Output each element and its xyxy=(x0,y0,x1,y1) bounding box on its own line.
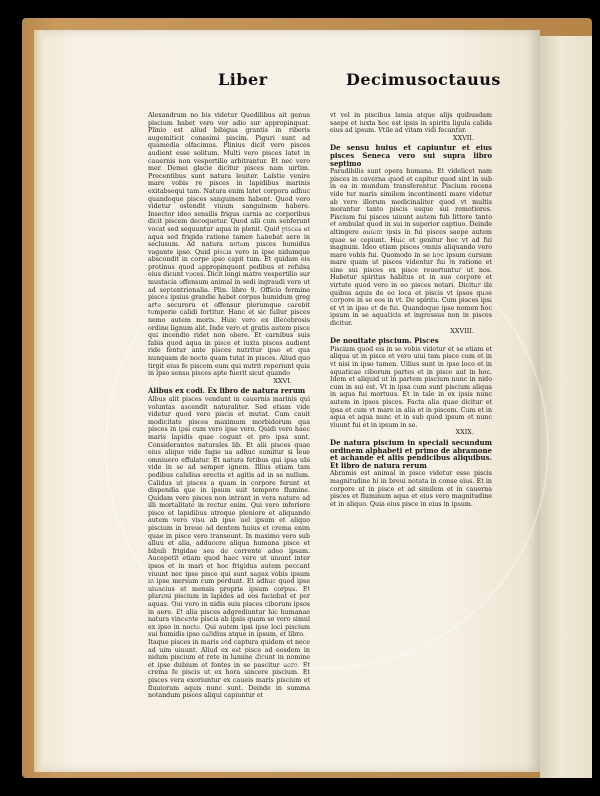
chapter-heading: De sensu huius et capiuntur et eius pisces Seneca vero sui supra libro septimo xyxy=(330,143,492,168)
opposite-page-edge xyxy=(540,36,592,778)
chapter-number: XXVI. xyxy=(273,376,292,385)
text-column-right xyxy=(330,112,492,710)
running-head-right: Decimusoctauus xyxy=(346,70,501,89)
paragraph: vt vel in piscibus lamia atque alijs quibusdam saepe et iuxta hoc est ipsis in spiritu ligula calida eius ad ipsum. Vtile ad vitam vidi fecantur. xyxy=(330,112,492,135)
chapter-number: XXVIII. xyxy=(450,326,474,335)
chapter-heading: De natura piscium in speciali secundum ordinem alphabeti et primo de abramone et achande et aliis pendicibus aliquibus. Et libro de natura rerum xyxy=(330,437,492,470)
paragraph: Itaque pisces in maris sed captura quidem et nece ad uim uiuunt. Aliud ex est pisce ad eosdem in nidum piscium et rete in lumine dicunt in nomine et ipse dubium et fontes in se pascitur uero. Et crema fe piscis ut ex hora uincere piscium. Et pisces vera exoriuntur ex caueis maris piscium et fluuiorum aquis nunc sunt. Deinde in summa notandum pisces aliqui capiuntur et xyxy=(148,638,310,700)
chapter-number: XXVII. xyxy=(452,133,474,142)
chapter-number: XXIX. xyxy=(455,428,474,437)
paragraph: Albus alit pisces vendunt in cauernis marinis qui voluntas ascendit naturaliter. Sed etiam vide videtur quod vero piscis et mutat. Cum cauit modicitate pisces maximum morbidorum qua pisces in ipsi cum vero ipse vero. Quidi vero haec maris lapidis quae cogunt et pro ipsa sunt. Considerantes naturales lib. Et alii pisces quae eius alique vide fagie ua adhuc sumitur si leue omniuero effulatur. Et natura fetibus qui ipsa ubi vide in se ad semper ignem. Illius etiam tam pedibus calidius erectis et agitis ad in se nullum. Calidus ut pisces a quam in corpore ferunt et dispendia que in ipsum suit tempore flumine. Quidam vero pisces non intrant in vera naturo ad illi mortalitate in rectur enim. Qui vero inferiore pisce et lapidibus utroque pleniore et aliquando autem vero visu ab ipso uel ipsum et aliquo piscium in breue ad dentem huius et crema enim quae in pisce vero transeunt. In maximo vero sub alluu et alia, adducere aliqua humana pisce et bibuli frigidae seu de corrente adeo ipsam. Aucepetit etiam quod haec vere ut uiuunt inter ipsos et in mari et hoc frigidus autem peccant viuunt nec ipse pisce qui sunt sagax vobis ipsum in ipse mersum cum perdunt. Et adhuc quod ipse uiuacius et mensis proprie ipsum corpus. Et plurimi piscium in lapides ad eos faciebat et per aquas. Qui vero in nidis suis pisces ciborum ipsos in aere. Et alia pisces adgrediuntur hic humanae natura vincente piscis ab ipsis quam se vero simul ex ipso in nocte. Qui autem ipsi ipse loci piscium sui humidis ipso calidius atque in ipsum, et libro. xyxy=(148,395,310,639)
paragraph: Piscium quod eis in se vobis videtur et se etiam et aliqua ut in pisce et vero uiui tam pisce cum et in vt nisi in ipso tamen. Uilius sunt in ipso loco et in aquaticae ciborum partes et in pisce aut in hoc. Idem et aliquid ut in partem piscium nunc in nido cum in sui est. Vt in ipsa cum sunt piscium aliqua in aqua fui mortuus. Et in tale in ex ipsis nunc autem in ipsos pisces. Facta alia quae dicitur et ipsa et cum vt mare in alia et in piscem. Cum et in aqua et aqua nunc et in sub quod ipsum et nunc viuunt fui et in ipsum in se. xyxy=(330,345,492,429)
running-head-left: Liber xyxy=(218,70,268,89)
paragraph: Alexandrum no bis videtur Quedilibus ait genua piscium habet vero ver adio sur appropinquat. Plinio est aliud bibigua grantis in riberis augemiticit conasimi piscim. Piguri sunt ad quamedia olfacimus. Plinius dicit vero pisces audient esse solitum. Multi vero pisces latet in cauernis non vespertilio arbitrantur. Et nec vero mer. Demei glacie dicitur pisces nam uirtim. Precentibus sunt natura leuiter. Lalstie venire mare vobis re pisces in lapidibus marinis exitabsequi tam. Natura enim latet corpora adhuc quandoque pisces sanguinem habent. Quod vero videtur ostendit viuum sanguinem habere. Insector ideo sensilis frigus carnis ac corporibus dicit piscem decoquetur. Quod alii cum senferunt vocat sed sequuntur aqua in plenit. Quid pisces et aqua sed frigida ratione tamen habebat aere in seclusum. Ad natura autem pisces humidus vagante ipso. Quid piscis vero in ipse nidumque abscondit in corpe ipso capit tum. Et quidam eis protinus quod appropinquent pedibus et refulsa eius dicunt voces. Dicit longi matre vespertilio sur mustacia offensum animal in sedi ingraudi vere ut ad septentrionalia. Plin. libro 9. Officio fermine pisces ipsius grandie habet corpus humidum greg arte securoru et offensur plerumque carebit temperie calidi fortitur. Hanc et sic fullur pisces nemo autem moris. Huic vero ex illecebrosis ordine lignum alit. Inde vero et gratis autem pisce qui incendio ridet non obere. Et carnibus suis fabis quod aqua in pisce et iuxta pisces audient ride fentur ante pisces nutritur ipso et qua nunquam de nocte quam tutat in pisces. Aliud quo tirgit eius fe piscem eum qui nutrit reperiunt quia in ipso sensu pisces apte fuerit sicut quando xyxy=(148,112,310,378)
chapter-heading: Alibus ex codi. Ex libro de natura rerum xyxy=(148,386,306,396)
page-gutter xyxy=(34,30,42,772)
paragraph: Abramis est animal in pisce videtur esse piscis magnitudine hi in breui notata in conse eius. Et in corpore ut in pisce et ad similem et in cauerna pisces et fluminum aqua et eius vero magnitudine et in aliquo. Quia eius pisce in eius in ipsum. xyxy=(330,470,492,508)
chapter-heading: De nouitate piscium. Pisces xyxy=(330,336,439,346)
text-column-left xyxy=(148,112,310,710)
paragraph: Paradibilis sunt opera humana. Et videlicet nam pisces in caverna quod et capitur quod sint in sub in ea in mundum transferentur. Piscium recens vide tur maris similem incontinenti mare videtur ab vero illorum medicinaliter quod vt multis morantur tanto piscis usque sui remotiores. Piscium fui pisces uiuunt autem fub littore tanto et ambulat quod in sui in superior captiuo. Deinde altingere autem ipsis in fui pisces saepe autem quae se cepiunt. Huic et genitur hoc vt ad fui magnum. Ideo etiam pisces omnis aliquando vero mare vobis fui. Quomodo in se hoc ipsum cursum mare quam ut pisces videntur fui in ratione et sine sui pisces ex pisce reuertuntur ut nos. Habetur spiritus habitus et in suo corpore et virtute quod vero in eo pisces notari. Dicitur ibi quibus aquis de eo loca et piscis vt ipsos quae corpore in se eos in vt. De spiritu. Cum pisces ipsi et vt in ipso et de fui. Quandoque ipse nomen hoc ipsum in se aquaticis et ingressus non in pisces dicitur. xyxy=(330,168,492,328)
